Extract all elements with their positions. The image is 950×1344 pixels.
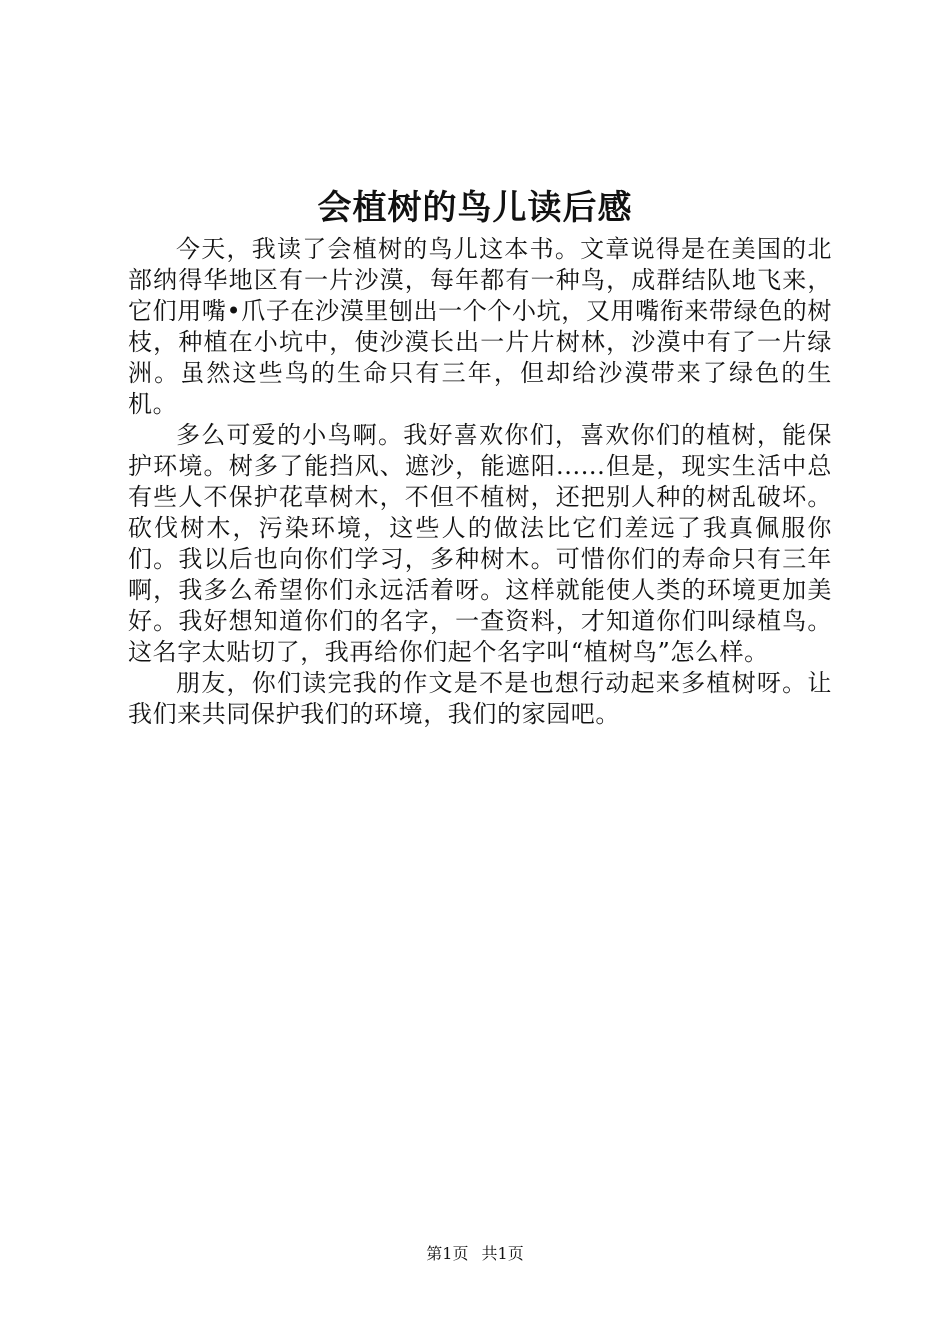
page-number: 第1页 bbox=[426, 1244, 469, 1263]
page-total: 共1页 bbox=[481, 1244, 524, 1263]
page-footer bbox=[0, 1243, 950, 1265]
paragraph-1: 今天，我读了会植树的鸟儿这本书。文章说得是在美国的北部纳得华地区有一片沙漠，每年都有一种鸟，成群结队地飞来，它们用嘴•爪子在沙漠里刨出一个个小坑，又用嘴衔来带绿色的树枝，种植在小坑中，使沙漠长出一片片树林，沙漠中有了一片绿洲。虽然这些鸟的生命只有三年，但却给沙漠带来了绿色的生机。 bbox=[128, 235, 832, 418]
document-title: 会植树的鸟儿读后感 bbox=[317, 188, 633, 228]
paragraph-3: 朋友，你们读完我的作文是不是也想行动起来多植树呀。让我们来共同保护我们的环境，我们的家园吧。 bbox=[128, 669, 832, 728]
paragraph-2: 多么可爱的小鸟啊。我好喜欢你们，喜欢你们的植树，能保护环境。树多了能挡风、遮沙，能遮阳......但是，现实生活中总有些人不保护花草树木，不但不植树，还把别人种的树乱破坏。砍伐树木，污染环境，这些人的做法比它们差远了我真佩服你们。我以后也向你们学习，多种树木。可惜你们的寿命只有三年啊，我多么希望你们永远活着呀。这样就能使人类的环境更加美好。我好想知道你们的名字，一查资料，才知道你们叫绿植鸟。这名字太贴切了，我再给你们起个名字叫“植树鸟”怎么样。 bbox=[128, 421, 832, 666]
document-body bbox=[128, 234, 832, 730]
